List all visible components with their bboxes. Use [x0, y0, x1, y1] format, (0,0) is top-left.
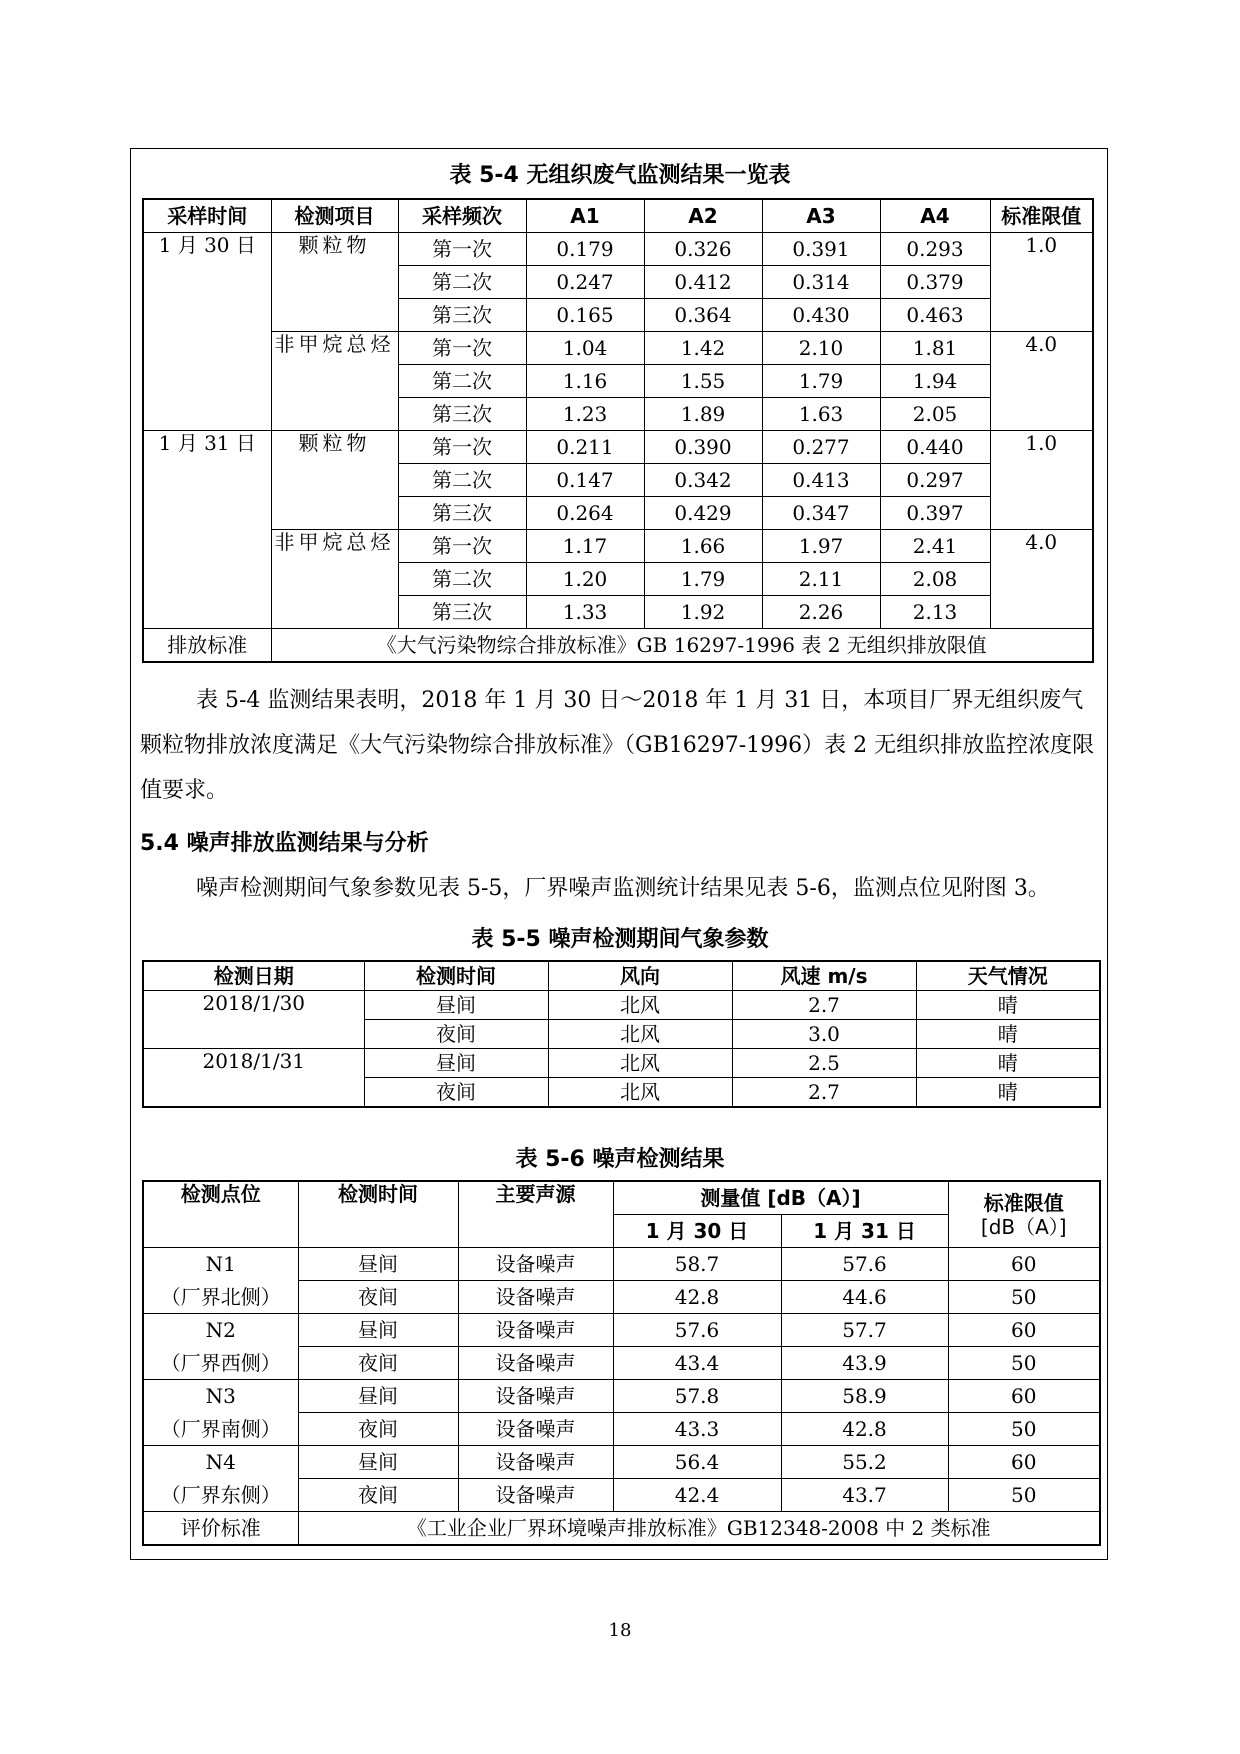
value-cell: 晴 — [916, 1078, 1100, 1108]
limit-label: 标准限值 — [983, 1190, 1064, 1215]
value-cell: 2.05 — [880, 398, 990, 431]
value-cell: 昼间 — [298, 1314, 458, 1347]
value-cell: 0.429 — [644, 497, 762, 530]
page-number: 18 — [608, 1620, 632, 1641]
value-cell: 设备噪声 — [458, 1314, 613, 1347]
point-name-cell: （厂界南侧） — [143, 1413, 298, 1446]
header-cell: 风速 m/s — [732, 961, 916, 991]
table-row — [143, 1380, 1100, 1413]
value-cell: 0.342 — [644, 464, 762, 497]
value-cell: 56.4 — [613, 1446, 781, 1479]
value-cell: 1.97 — [762, 530, 880, 563]
value-cell: 2.13 — [880, 596, 990, 629]
value-cell: 昼间 — [298, 1446, 458, 1479]
header-cell-day2: 1 月 31 日 — [781, 1215, 948, 1248]
table-header-row — [143, 961, 1100, 991]
value-cell: 44.6 — [781, 1281, 948, 1314]
value-cell: 2.5 — [732, 1049, 916, 1078]
table-row — [143, 431, 1093, 464]
header-cell: A2 — [644, 199, 762, 233]
point-code-cell: N1 — [143, 1248, 298, 1281]
date-cell: 2018/1/31 — [143, 1049, 364, 1108]
section-heading: 5.4 噪声排放监测结果与分析 — [140, 831, 429, 856]
frequency-cell: 第一次 — [398, 530, 526, 563]
value-cell: 0.297 — [880, 464, 990, 497]
value-cell: 昼间 — [298, 1248, 458, 1281]
item-cell: 颗粒物 — [271, 431, 398, 530]
value-cell: 1.66 — [644, 530, 762, 563]
header-cell-day1: 1 月 30 日 — [613, 1215, 781, 1248]
value-cell: 2.26 — [762, 596, 880, 629]
value-cell: 1.94 — [880, 365, 990, 398]
value-cell: 43.4 — [613, 1347, 781, 1380]
value-cell: 57.8 — [613, 1380, 781, 1413]
header-cell: 检测项目 — [271, 199, 398, 233]
value-cell: 晴 — [916, 991, 1100, 1020]
table-row — [143, 530, 1093, 563]
value-cell: 1.23 — [526, 398, 644, 431]
value-cell: 晴 — [916, 1049, 1100, 1078]
item-cell: 非甲烷总烃 — [271, 530, 398, 629]
value-cell: 0.364 — [644, 299, 762, 332]
paragraph-noise-intro: 噪声检测期间气象参数见表 5-5，厂界噪声监测统计结果见表 5-6，监测点位见附图 3。 — [196, 876, 1050, 901]
value-cell: 55.2 — [781, 1446, 948, 1479]
date-cell: 2018/1/30 — [143, 991, 364, 1049]
value-cell: 0.391 — [762, 233, 880, 266]
header-cell: 检测时间 — [364, 961, 548, 991]
value-cell: 60 — [948, 1314, 1100, 1347]
value-cell: 0.390 — [644, 431, 762, 464]
table-row — [143, 1314, 1100, 1347]
table-row — [143, 233, 1093, 266]
frequency-cell: 第三次 — [398, 398, 526, 431]
value-cell: 1.81 — [880, 332, 990, 365]
value-cell: 43.9 — [781, 1347, 948, 1380]
value-cell: 1.79 — [762, 365, 880, 398]
value-cell: 1.04 — [526, 332, 644, 365]
value-cell: 设备噪声 — [458, 1248, 613, 1281]
value-cell: 2.41 — [880, 530, 990, 563]
point-code-cell: N4 — [143, 1446, 298, 1479]
item-cell: 颗粒物 — [271, 233, 398, 332]
date-cell: 1 月 31 日 — [143, 431, 271, 629]
table-row — [143, 332, 1093, 365]
value-cell: 北风 — [548, 991, 732, 1020]
table-row — [143, 1248, 1100, 1281]
value-cell: 50 — [948, 1347, 1100, 1380]
value-cell: 0.440 — [880, 431, 990, 464]
value-cell: 1.17 — [526, 530, 644, 563]
value-cell: 1.42 — [644, 332, 762, 365]
value-cell: 42.8 — [781, 1413, 948, 1446]
value-cell: 晴 — [916, 1020, 1100, 1049]
point-code-cell: N3 — [143, 1380, 298, 1413]
value-cell: 60 — [948, 1380, 1100, 1413]
limit-unit: [dB（A）] — [980, 1214, 1067, 1239]
value-cell: 1.16 — [526, 365, 644, 398]
value-cell: 57.6 — [781, 1248, 948, 1281]
value-cell: 0.463 — [880, 299, 990, 332]
header-cell-point: 检测点位 — [143, 1181, 298, 1248]
frequency-cell: 第一次 — [398, 332, 526, 365]
frequency-cell: 第三次 — [398, 497, 526, 530]
header-cell: 天气情况 — [916, 961, 1100, 991]
value-cell: 设备噪声 — [458, 1380, 613, 1413]
value-cell: 夜间 — [364, 1078, 548, 1108]
frequency-cell: 第一次 — [398, 431, 526, 464]
value-cell: 设备噪声 — [458, 1413, 613, 1446]
value-cell: 42.4 — [613, 1479, 781, 1512]
point-name-cell: （厂界西侧） — [143, 1347, 298, 1380]
value-cell: 夜间 — [298, 1479, 458, 1512]
footer-label: 评价标准 — [143, 1512, 298, 1546]
value-cell: 50 — [948, 1479, 1100, 1512]
value-cell: 设备噪声 — [458, 1347, 613, 1380]
value-cell: 0.347 — [762, 497, 880, 530]
value-cell: 0.264 — [526, 497, 644, 530]
value-cell: 43.7 — [781, 1479, 948, 1512]
value-cell: 1.79 — [644, 563, 762, 596]
table-5-6 — [142, 1180, 1101, 1546]
header-cell: 标准限值 — [990, 199, 1093, 233]
value-cell: 设备噪声 — [458, 1446, 613, 1479]
table-row — [143, 1479, 1100, 1512]
table-5-5-title: 表 5-5 噪声检测期间气象参数 — [471, 927, 769, 952]
table-5-6-title: 表 5-6 噪声检测结果 — [515, 1147, 725, 1172]
table-row — [143, 1281, 1100, 1314]
table-footer-row — [143, 629, 1093, 663]
date-cell: 1 月 30 日 — [143, 233, 271, 431]
header-cell: A4 — [880, 199, 990, 233]
table-5-5 — [142, 960, 1101, 1108]
value-cell: 58.9 — [781, 1380, 948, 1413]
table-header-row — [143, 199, 1093, 233]
value-cell: 0.293 — [880, 233, 990, 266]
value-cell: 昼间 — [298, 1380, 458, 1413]
value-cell: 58.7 — [613, 1248, 781, 1281]
frequency-cell: 第三次 — [398, 596, 526, 629]
value-cell: 2.11 — [762, 563, 880, 596]
table-row — [143, 1347, 1100, 1380]
header-cell: A1 — [526, 199, 644, 233]
value-cell: 0.147 — [526, 464, 644, 497]
value-cell: 42.8 — [613, 1281, 781, 1314]
value-cell: 57.6 — [613, 1314, 781, 1347]
value-cell: 0.211 — [526, 431, 644, 464]
value-cell: 0.397 — [880, 497, 990, 530]
frequency-cell: 第二次 — [398, 464, 526, 497]
value-cell: 夜间 — [364, 1020, 548, 1049]
frequency-cell: 第一次 — [398, 233, 526, 266]
header-cell: A3 — [762, 199, 880, 233]
value-cell: 0.413 — [762, 464, 880, 497]
value-cell: 夜间 — [298, 1347, 458, 1380]
value-cell: 43.3 — [613, 1413, 781, 1446]
value-cell: 1.89 — [644, 398, 762, 431]
value-cell: 50 — [948, 1413, 1100, 1446]
value-cell: 1.92 — [644, 596, 762, 629]
table-row — [143, 1413, 1100, 1446]
point-name-cell: （厂界东侧） — [143, 1479, 298, 1512]
value-cell: 0.326 — [644, 233, 762, 266]
frequency-cell: 第二次 — [398, 365, 526, 398]
header-cell-measured: 测量值 [dB（A）] — [613, 1181, 948, 1215]
value-cell: 0.314 — [762, 266, 880, 299]
value-cell: 60 — [948, 1446, 1100, 1479]
value-cell: 0.379 — [880, 266, 990, 299]
value-cell: 北风 — [548, 1078, 732, 1108]
value-cell: 0.165 — [526, 299, 644, 332]
frequency-cell: 第三次 — [398, 299, 526, 332]
table-footer-row — [143, 1512, 1100, 1546]
header-cell-limit — [948, 1181, 1100, 1248]
table-5-4 — [142, 198, 1094, 663]
header-cell: 采样频次 — [398, 199, 526, 233]
header-cell: 风向 — [548, 961, 732, 991]
table-row — [143, 1446, 1100, 1479]
table-row — [143, 991, 1100, 1020]
value-cell: 50 — [948, 1281, 1100, 1314]
value-cell: 57.7 — [781, 1314, 948, 1347]
value-cell: 1.33 — [526, 596, 644, 629]
value-cell: 夜间 — [298, 1281, 458, 1314]
header-cell-source: 主要声源 — [458, 1181, 613, 1248]
value-cell: 夜间 — [298, 1413, 458, 1446]
value-cell: 昼间 — [364, 1049, 548, 1078]
limit-cell: 1.0 — [990, 233, 1093, 332]
footer-text: 《大气污染物综合排放标准》GB 16297-1996 表 2 无组织排放限值 — [271, 629, 1093, 663]
value-cell: 设备噪声 — [458, 1281, 613, 1314]
item-cell: 非甲烷总烃 — [271, 332, 398, 431]
value-cell: 1.63 — [762, 398, 880, 431]
value-cell: 2.08 — [880, 563, 990, 596]
table-5-4-title: 表 5-4 无组织废气监测结果一览表 — [449, 163, 791, 188]
value-cell: 3.0 — [732, 1020, 916, 1049]
limit-cell: 1.0 — [990, 431, 1093, 530]
value-cell: 0.277 — [762, 431, 880, 464]
value-cell: 0.412 — [644, 266, 762, 299]
limit-cell: 4.0 — [990, 530, 1093, 629]
point-name-cell: （厂界北侧） — [143, 1281, 298, 1314]
value-cell: 0.247 — [526, 266, 644, 299]
value-cell: 0.179 — [526, 233, 644, 266]
limit-cell: 4.0 — [990, 332, 1093, 431]
value-cell: 2.7 — [732, 1078, 916, 1108]
paragraph-result-summary: 表 5-4 监测结果表明，2018 年 1 月 30 日～2018 年 1 月 31 日，本项目厂界无组织废气颗粒物排放浓度满足《大气污染物综合排放标准》（GB16297-1996）表 2 无组织排放监控浓度限值要求。 — [140, 688, 1095, 803]
value-cell: 2.10 — [762, 332, 880, 365]
frequency-cell: 第二次 — [398, 266, 526, 299]
frequency-cell: 第二次 — [398, 563, 526, 596]
footer-label: 排放标准 — [143, 629, 271, 663]
header-cell: 检测日期 — [143, 961, 364, 991]
table-header-row — [143, 1181, 1100, 1215]
value-cell: 1.55 — [644, 365, 762, 398]
value-cell: 2.7 — [732, 991, 916, 1020]
value-cell: 1.20 — [526, 563, 644, 596]
header-cell: 采样时间 — [143, 199, 271, 233]
value-cell: 昼间 — [364, 991, 548, 1020]
value-cell: 北风 — [548, 1049, 732, 1078]
value-cell: 设备噪声 — [458, 1479, 613, 1512]
point-code-cell: N2 — [143, 1314, 298, 1347]
value-cell: 北风 — [548, 1020, 732, 1049]
header-cell-time: 检测时间 — [298, 1181, 458, 1248]
value-cell: 0.430 — [762, 299, 880, 332]
value-cell: 60 — [948, 1248, 1100, 1281]
footer-text: 《工业企业厂界环境噪声排放标准》GB12348-2008 中 2 类标准 — [298, 1512, 1100, 1546]
table-row — [143, 1049, 1100, 1078]
